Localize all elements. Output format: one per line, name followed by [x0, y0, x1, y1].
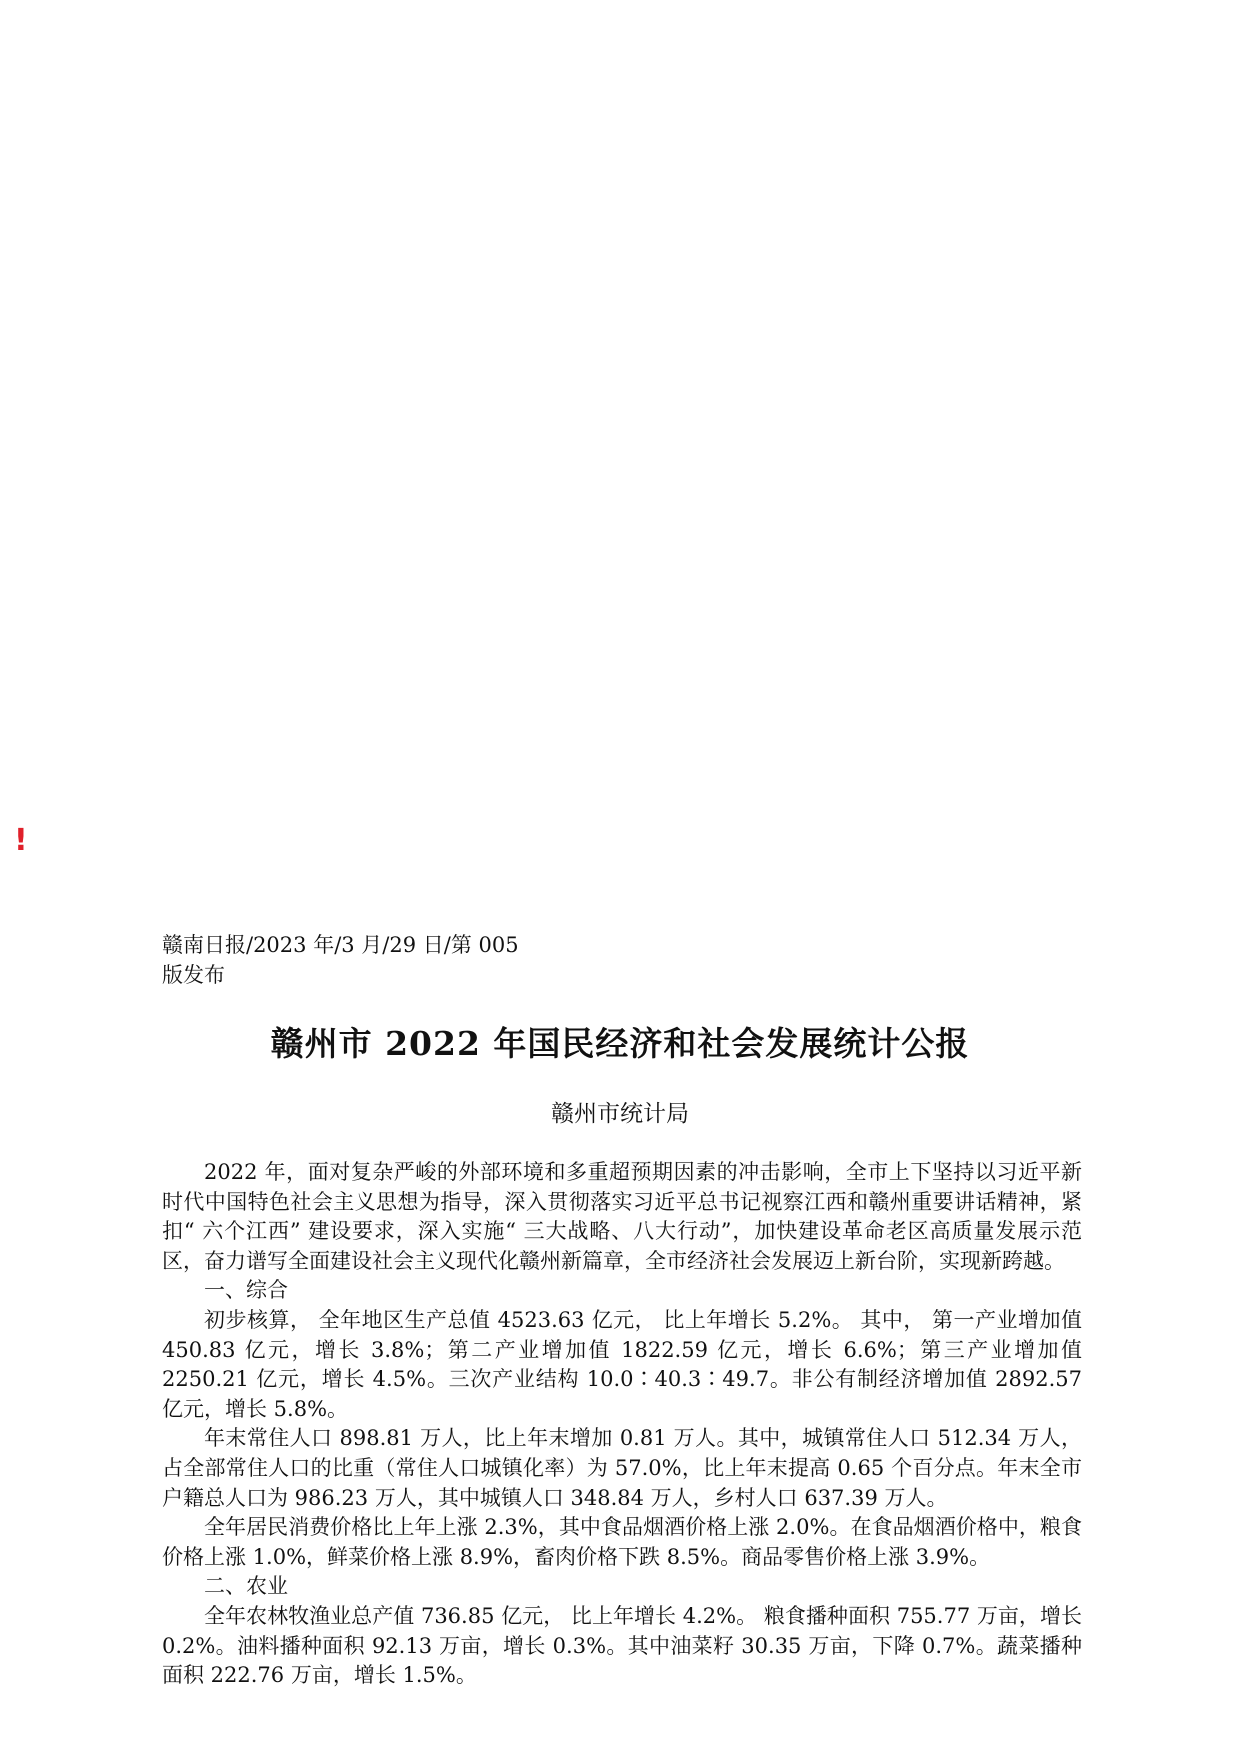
agriculture-paragraph: 全年农林牧渔业总产值 736.85 亿元， 比上年增长 4.2%。 粮食播种面积 755.77 万亩，增长 0.2%。油料播种面积 92.13 万亩，增长 0.3%。其中油菜籽 30.35 万亩，下降 0.7%。蔬菜播种面积 222.76 万亩，增长 1.5%。 — [162, 1603, 1082, 1688]
intro-paragraph: 2022 年，面对复杂严峻的外部环境和多重超预期因素的冲击影响，全市上下坚持以习近平新时代中国特色社会主义思想为指导，深入贯彻落实习近平总书记视察江西和赣州重要讲话精神，紧扣“ 六个江西” 建设要求，深入实施“ 三大战略、八大行动”，加快建设革命老区高质量发展示范区，奋力谱写全面建设社会主义现代化赣州新篇章，全市经济社会发展迈上新台阶，实现新跨越。 — [162, 1160, 1082, 1273]
gdp-paragraph: 初步核算， 全年地区生产总值 4523.63 亿元， 比上年增长 5.2%。 其中， 第一产业增加值 450.83 亿元，增长 3.8%；第二产业增加值 1822.59 亿元，增长 6.6%；第三产业增加值 2250.21 亿元，增长 4.5%。三次产业结构 10.0∶40.3∶49.7。非公有制经济增加值 2892.57 亿元，增长 5.8%。 — [162, 1307, 1082, 1421]
author: 赣州市统计局 — [551, 1101, 689, 1127]
population-paragraph: 年末常住人口 898.81 万人，比上年末增加 0.81 万人。其中，城镇常住人口 512.34 万人，占全部常住人口的比重（常住人口城镇化率）为 57.0%，比上年末提高 0.65 个百分点。年末全市户籍总人口为 986.23 万人，其中城镇人口 348.84 万人，乡村人口 637.39 万人。 — [162, 1426, 1082, 1510]
alert-mark: ! — [14, 823, 28, 858]
source-line-2: 版发布 — [162, 963, 225, 987]
price-paragraph: 全年居民消费价格比上年上涨 2.3%，其中食品烟酒价格上涨 2.0%。在食品烟酒价格中，粮食价格上涨 1.0%，鲜菜价格上涨 8.9%，畜肉价格下跌 8.5%。商品零售价格上涨 3.9%。 — [162, 1515, 1082, 1569]
source-line-1: 赣南日报/2023 年/3 月/29 日/第 005 — [162, 933, 519, 957]
section-heading-general: 一、综合 — [204, 1278, 288, 1303]
document-body — [162, 1158, 1082, 1691]
page-title: 赣州市 2022 年国民经济和社会发展统计公报 — [270, 1024, 970, 1063]
section-heading-agriculture: 二、农业 — [204, 1574, 288, 1599]
